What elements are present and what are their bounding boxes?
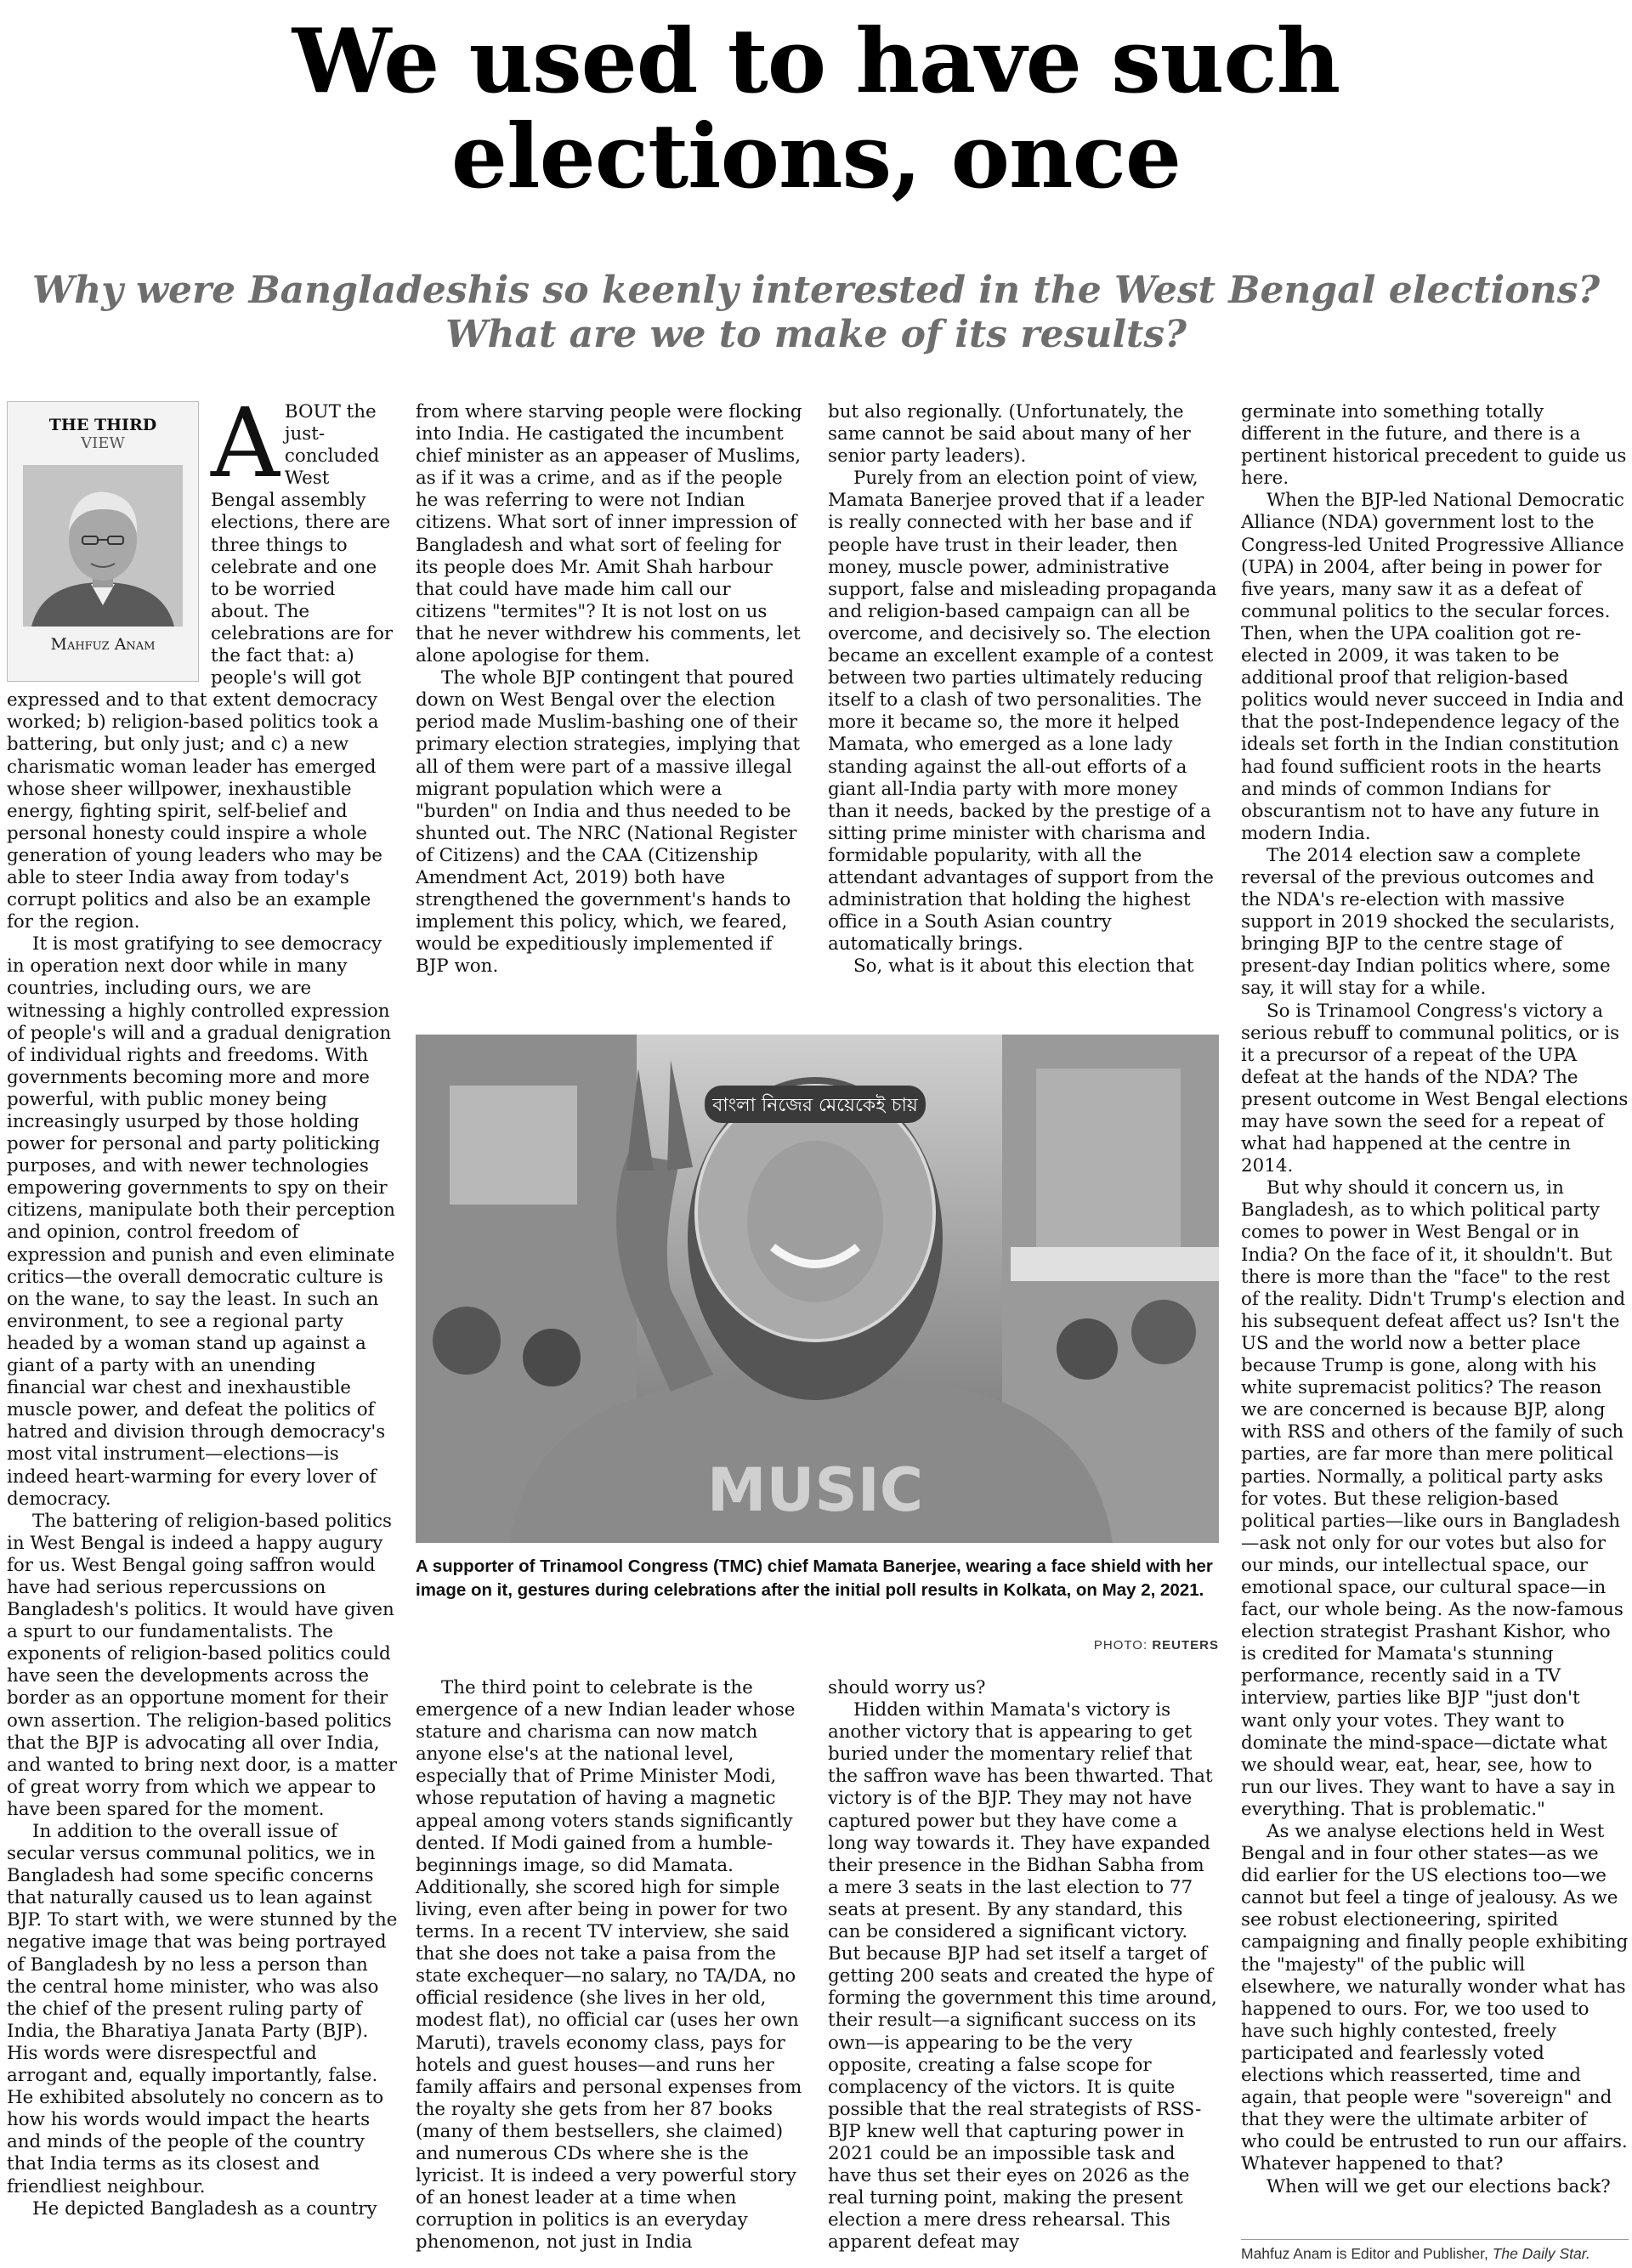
paragraph: Purely from an election point of view, Mamata Banerjee proved that if a leader is really connected with her base and if people have trust in their leader, then money, muscle power, administrative support, false and misleading propaganda and religion-based campaign can all be overcome, and decisively so. The election became an excellent example of a contest between two parties ultimately reducing itself to a clash of two personalities. The more it became so, the more it helped Mamata, who emerged as a lone lady standing against the all-out efforts of a giant all-India party with more money than it needs, backed by the prestige of a sitting prime minister with charisma and formidable popularity, with all the attendant advantages of support from the administration that holding the highest office in a South Asian country automatically brings. xyxy=(828,468,1217,955)
paragraph: When will we get our elections back? xyxy=(1266,2175,1611,2197)
column-tag-line2: VIEW xyxy=(81,434,125,452)
paragraph: germinate into something totally different in the future, and there is a pertinent historical precedent to guide us here. xyxy=(1241,401,1627,490)
paragraph: Hidden within Mamata's victory is another victory that is appearing to get buried under the momentary relief that the saffron wave has been thwarted. That victory is of the BJP. They may not have captured power but they have come a long way towards it. They have expanded their presence in the Bidhan Sabha from a mere 3 seats in the last election to 77 seats at present. By any standard, this can be considered a significant victory. But because BJP had set itself a target of getting 200 seats and created the hype of forming the government this time around, their result—a significant success on its own—is appearing to be the very opposite, creating a false scope for complacency of the victors. It is quite possible that the real strategists of RSS-BJP knew well that capturing power in 2021 could be an impossible task and have thus set their eyes on 2026 as the real turning point, making the present election a mere dress rehearsal. This apparent defeat may xyxy=(828,1699,1217,2254)
shirt-text: MUSIC xyxy=(706,1455,924,1525)
author-portrait xyxy=(23,465,183,627)
news-photo xyxy=(416,1035,1219,1543)
paragraph: from where starving people were flocking into India. He castigated the incumbent chief minister as an appeaser of Muslims, as if it was a crime, and as if the people he was referring to were not Indian citizens. What sort of inner impression of Bangladesh and what sort of feeling for its people does Mr. Amit Shah harbour that could have made him call our citizens "termites"? It is not lost on us that he never withdrew his comments, let alone apologise for them. xyxy=(416,401,802,667)
paragraph: ABOUT the just-concluded West Bengal assembly elections, there are three things to celebrate and one to be worried about. The celebrations are for the fact that: a) people's will got expressed and to that extent democracy worked; b) religion-based politics took a battering, but only just; and c) a new charismatic woman leader has emerged whose sheer willpower, inexhaustible energy, fighting spirit, self-belief and personal honesty could inspire a whole generation of young leaders who may be able to steer India away from today's corrupt politics and also be an example for the region. xyxy=(7,388,394,933)
byline-box xyxy=(7,401,199,682)
drop-cap: A xyxy=(211,388,280,499)
column-2-bottom xyxy=(416,1677,807,2254)
paragraph: The third point to celebrate is the emergence of a new Indian leader whose stature and charisma can now match anyone else's at the national level, especially that of Prime Minister Modi, whose reputation of having a magnetic appeal among voters stands significantly dented. If Modi gained from a humble-beginnings image, so did Mamata. Additionally, she scored high for simple living, even after being in power for two terms. In a recent TV interview, she said that she does not take a paisa from the state exchequer—no salary, no TA/DA, no official residence (she lives in her old, modest flat), no official car (uses her own Maruti), travels economy class, pays for hotels and guest houses—and runs her family affairs and personal expenses from the royalty she gets from her 87 books (many of them bestsellers, she claimed) and numerous CDs where she is the lyricist. It is indeed a very powerful story of an honest leader at a time when corruption in politics is an everyday phenomenon, not just in India xyxy=(416,1677,802,2254)
paragraph: It is most gratifying to see democracy in operation next door while in many countries, including ours, we are witnessing a highly controlled expression of people's will and a gradual denigration of individual rights and freedoms. With governments becoming more and more powerful, with public money being increasingly usurped by those holding power for personal and party politicking purposes, and with newer technologies empowering governments to spy on their citizens, manipulate both their perception and opinion, control freedom of expression and punish and even eliminate critics—the overall democratic culture is on the wane, to say the least. In such an environment, to see a regional party headed by a woman stand up against a giant of a party with an unending financial war chest and inexhaustible muscle power, and defeat the politics of hatred and division through democracy's most vital instrument—elections—is indeed heart-warming for every lover of democracy. xyxy=(7,933,395,1510)
column-3-top xyxy=(828,401,1219,978)
author-name: Mahfuz Anam xyxy=(50,635,156,654)
paragraph: But why should it concern us, in Bangladesh, as to which political party comes to power in West Bengal or in India? On the face of it, it shouldn't. But there is more than the "face" to the rest of the reality. Didn't Trump's election and his subsequent defeat affect us? Isn't the US and the world now a better place because Trump is gone, along with his white supremacist politics? The reason we are concerned is because BJP, along with RSS and others of the family of such parties, are far more than mere political parties. Normally, a political party asks for votes. But these religion-based political parties—like ours in Bangladesh—ask not only for our votes but also for our minds, our intellectual space, our emotional space, our cultural space—in fact, our whole being. As the now-famous election strategist Prashant Kishor, who is credited for Mamata's stunning performance, recently said in a TV interview, parties like BJP "just don't want only your votes. They want to dominate the mind-space—dictate what we should wear, eat, hear, see, how to run our lives. They want to have a say in everything. That is problematic." xyxy=(1241,1177,1626,1820)
headline: We used to have such elections, once xyxy=(292,9,1340,208)
paragraph: So is Trinamool Congress's victory a serious rebuff to communal politics, or is it a precursor of a repeat of the UPA defeat at the hands of the NDA? The present outcome in West Bengal elections may have sown the seed for a repeat of what had happened at the centre in 2014. xyxy=(1241,1000,1629,1177)
paragraph: but also regionally. (Unfortunately, the same cannot be said about many of her senior party leaders). xyxy=(828,401,1191,468)
paragraph: The 2014 election saw a complete reversal of the previous outcomes and the NDA's re-election with massive support in 2019 shocked the secularists, bringing BJP to the centre stage of present-day Indian politics where, some say, it will stay for a while. xyxy=(1241,844,1616,1000)
paragraph: The whole BJP contingent that poured down on West Bengal over the election period made Muslim-bashing one of their primary election strategies, implying that all of them were part of a massive illegal migrant population which were a "burden" on India and thus needed to be shunted out. The NRC (National Register of Citizens) and the CAA (Citizenship Amendment Act, 2019) both have strengthened the government's hands to implement this policy, which, we feared, would be expeditiously implemented if BJP won. xyxy=(416,667,801,978)
paragraph: When the BJP-led National Democratic Alliance (NDA) government lost to the Congress-led United Progressive Alliance (UPA) in 2004, after being in power for five years, many saw it as a defeat of communal politics to the secular forces. Then, when the UPA coalition got re-elected in 2009, it was taken to be additional proof that religion-based politics would never succeed in India and that the post-Independence legacy of the ideals set forth in the Indian constitution had found sufficient roots in the hearts and minds of common Indians for obscurantism not to have any future in modern India. xyxy=(1241,490,1624,844)
column-1 xyxy=(7,388,398,2220)
shield-text: বাংলা নিজের মেয়েকেই চায় xyxy=(712,1095,918,1116)
author-tagline: Mahfuz Anam is Editor and Publisher, The Daily Star. xyxy=(1241,2239,1629,2263)
photo-credit: PHOTO: REUTERS xyxy=(1093,1638,1219,1653)
column-3-bottom xyxy=(828,1677,1219,2254)
paragraph: The battering of religion-based politics in West Bengal is indeed a happy augury for us. West Bengal going saffron would have had serious repercussions on Bangladesh's politics. It would have given a spurt to our fundamentalists. The exponents of religion-based politics could have seen the developments across the border as an opportune moment for their own assertion. The religion-based politics that the BJP is advocating all over India, and wanted to bring next door, is a matter of great worry from which we appear to have been spared for the moment. xyxy=(7,1510,398,1820)
subheadline: Why were Bangladeshis so keenly interested in the West Bengal elections? What are we to make of its results? xyxy=(31,269,1601,356)
paragraph: In addition to the overall issue of secular versus communal politics, we in Bangladesh had some specific concerns that naturally caused us to lean against BJP. To start with, we were stunned by the negative image that was being portrayed of Bangladesh by no less a person than the central home minister, who was also the chief of the present ruling party of India, the Bharatiya Janata Party (BJP). His words were disrespectful and arrogant and, equally importantly, false. He exhibited absolutely no concern as to how his words would impact the hearts and minds of the people of the country that India terms as its closest and friendliest neighbour. xyxy=(7,1821,398,2197)
paragraph: So, what is it about this election that xyxy=(853,955,1194,978)
column-tag-line1: THE THIRD xyxy=(48,416,157,434)
column-4 xyxy=(1241,401,1629,2198)
photo-caption: A supporter of Trinamool Congress (TMC) chief Mamata Banerjee, wearing a face shield with her image on it, gestures during celebrations after the initial poll results in Kolkata, on May 2, 2021. xyxy=(416,1556,1213,1600)
paragraph: He depicted Bangladesh as a country xyxy=(32,2197,377,2220)
column-2-top xyxy=(416,401,807,978)
paragraph: As we analyse elections held in West Bengal and in four other states—as we did earlier for the US elections too—we cannot but feel a tinge of jealousy. As we see robust electioneering, spirited campaigning and finally people exhibiting the "majesty" of the public will elsewhere, we naturally wonder what has happened to ours. For, we too used to have such highly contested, freely participated and fearlessly voted elections which reasserted, time and again, that people were "sovereign" and that they were the ultimate arbiter of who could be entrusted to run our affairs. Whatever happened to that? xyxy=(1241,1821,1629,2175)
paragraph: should worry us? xyxy=(828,1677,986,1698)
